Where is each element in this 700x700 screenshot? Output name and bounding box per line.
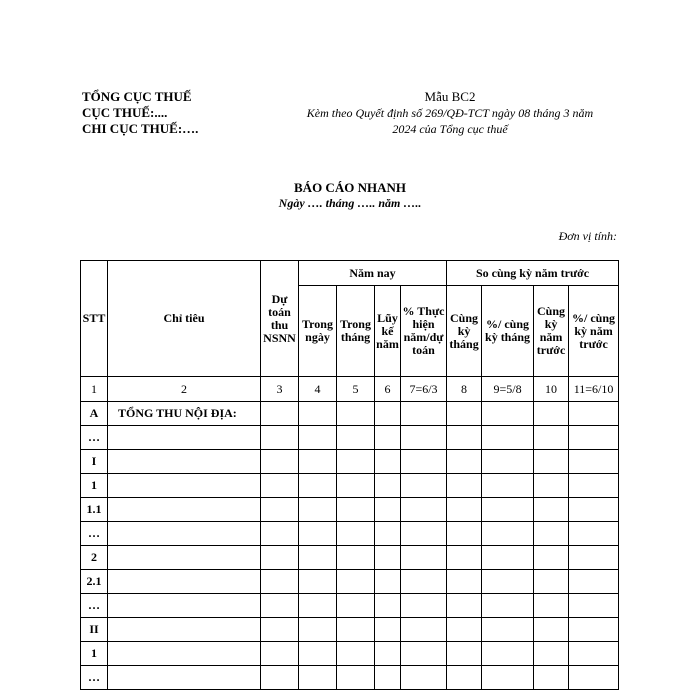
- table-cell: [337, 402, 375, 426]
- column-number: 2: [108, 377, 261, 402]
- column-number: 1: [81, 377, 108, 402]
- table-cell: [337, 522, 375, 546]
- form-code: Mẫu BC2: [424, 89, 476, 104]
- table-cell: [337, 594, 375, 618]
- table-cell: [299, 642, 337, 666]
- table-cell: [337, 498, 375, 522]
- table-cell: [534, 450, 569, 474]
- table-cell: [375, 666, 401, 690]
- row-indicator: [108, 426, 261, 450]
- issuer-block: [82, 89, 198, 137]
- table-cell: [375, 594, 401, 618]
- decision-note-line2: 2024 của Tổng cục thuế: [392, 122, 508, 136]
- column-number: 6: [375, 377, 401, 402]
- table-cell: [569, 402, 619, 426]
- table-cell: [261, 546, 299, 570]
- table-cell: [299, 570, 337, 594]
- row-stt: A: [81, 402, 108, 426]
- table-cell: [534, 618, 569, 642]
- table-row: [81, 666, 619, 690]
- table-cell: [337, 426, 375, 450]
- table-cell: [534, 594, 569, 618]
- column-number: 4: [299, 377, 337, 402]
- table-row: [81, 450, 619, 474]
- header-group-compare: So cùng kỳ năm trước: [447, 261, 619, 286]
- table-cell: [447, 450, 482, 474]
- table-cell: [337, 570, 375, 594]
- row-stt: 1: [81, 474, 108, 498]
- table-cell: [401, 642, 447, 666]
- table-cell: [261, 402, 299, 426]
- header-same-month-ly: Cùng kỳ tháng: [447, 286, 482, 377]
- report-date-line: Ngày …. tháng ….. năm …..: [278, 196, 422, 210]
- row-stt: …: [81, 666, 108, 690]
- table-cell: [569, 498, 619, 522]
- table-cell: [447, 570, 482, 594]
- column-number: 11=6/10: [569, 377, 619, 402]
- table-row: [81, 522, 619, 546]
- table-cell: [337, 474, 375, 498]
- table-cell: [534, 522, 569, 546]
- row-stt: …: [81, 522, 108, 546]
- table-cell: [299, 618, 337, 642]
- row-indicator: [108, 594, 261, 618]
- table-cell: [482, 474, 534, 498]
- table-cell: [447, 618, 482, 642]
- table-cell: [482, 618, 534, 642]
- table-cell: [401, 666, 447, 690]
- report-table: [80, 260, 619, 690]
- row-indicator: TỔNG THU NỘI ĐỊA:: [108, 402, 261, 426]
- table-cell: [569, 642, 619, 666]
- table-cell: [482, 570, 534, 594]
- table-cell: [337, 546, 375, 570]
- table-cell: [482, 402, 534, 426]
- table-cell: [401, 498, 447, 522]
- table-cell: [482, 498, 534, 522]
- table-cell: [375, 498, 401, 522]
- table-row: [81, 402, 619, 426]
- table-cell: [569, 546, 619, 570]
- row-indicator: [108, 474, 261, 498]
- header-in-day: Trong ngày: [299, 286, 337, 377]
- table-cell: [337, 666, 375, 690]
- table-cell: [299, 666, 337, 690]
- header-estimate: Dự toán thu NSNN: [261, 261, 299, 377]
- table-cell: [299, 450, 337, 474]
- table-cell: [261, 522, 299, 546]
- column-number: 3: [261, 377, 299, 402]
- row-stt: 2: [81, 546, 108, 570]
- table-cell: [401, 546, 447, 570]
- table-cell: [299, 474, 337, 498]
- table-cell: [447, 522, 482, 546]
- table-cell: [375, 570, 401, 594]
- header-pct-same-period: %/ cùng kỳ năm trước: [569, 286, 619, 377]
- table-row: [81, 426, 619, 450]
- row-stt: I: [81, 450, 108, 474]
- table-cell: [299, 402, 337, 426]
- table-cell: [375, 642, 401, 666]
- header-pct-vs-estimate: % Thực hiện năm/dự toán: [401, 286, 447, 377]
- table-cell: [447, 498, 482, 522]
- table-cell: [261, 498, 299, 522]
- header-stt: STT: [81, 261, 108, 377]
- row-indicator: [108, 546, 261, 570]
- header-ytd: Lũy kế năm: [375, 286, 401, 377]
- table-cell: [299, 594, 337, 618]
- table-cell: [261, 450, 299, 474]
- issuer-line-general-dept: TỔNG CỤC THUẾ: [82, 89, 192, 104]
- table-cell: [401, 570, 447, 594]
- table-cell: [337, 642, 375, 666]
- row-stt: 1.1: [81, 498, 108, 522]
- row-stt: …: [81, 594, 108, 618]
- table-cell: [401, 594, 447, 618]
- table-cell: [482, 522, 534, 546]
- table-cell: [261, 642, 299, 666]
- row-stt: …: [81, 426, 108, 450]
- table-cell: [482, 642, 534, 666]
- header-group-this-year: Năm nay: [299, 261, 447, 286]
- table-cell: [569, 618, 619, 642]
- table-cell: [534, 642, 569, 666]
- table-row: [81, 594, 619, 618]
- table-cell: [447, 642, 482, 666]
- row-indicator: [108, 570, 261, 594]
- table-row: [81, 474, 619, 498]
- row-stt: 2.1: [81, 570, 108, 594]
- table-cell: [401, 474, 447, 498]
- table-cell: [569, 426, 619, 450]
- table-cell: [534, 426, 569, 450]
- table-cell: [401, 426, 447, 450]
- issuer-line-branch: CHI CỤC THUẾ:….: [82, 121, 199, 136]
- table-row: [81, 642, 619, 666]
- row-stt: II: [81, 618, 108, 642]
- unit-label: Đơn vị tính:: [558, 229, 617, 243]
- table-cell: [299, 522, 337, 546]
- column-number-row: [81, 377, 619, 402]
- column-number: 7=6/3: [401, 377, 447, 402]
- table-cell: [299, 498, 337, 522]
- table-cell: [569, 594, 619, 618]
- table-cell: [261, 570, 299, 594]
- table-cell: [337, 450, 375, 474]
- table-cell: [447, 426, 482, 450]
- table-cell: [569, 666, 619, 690]
- table-cell: [569, 522, 619, 546]
- issuer-line-dept: CỤC THUẾ:....: [82, 105, 168, 120]
- table-cell: [401, 618, 447, 642]
- table-row: [81, 618, 619, 642]
- table-cell: [375, 450, 401, 474]
- table-row: [81, 498, 619, 522]
- row-indicator: [108, 522, 261, 546]
- column-number: 9=5/8: [482, 377, 534, 402]
- table-cell: [534, 546, 569, 570]
- table-cell: [482, 594, 534, 618]
- row-indicator: [108, 450, 261, 474]
- table-cell: [534, 474, 569, 498]
- table-cell: [569, 570, 619, 594]
- table-cell: [261, 594, 299, 618]
- table-cell: [447, 402, 482, 426]
- table-cell: [261, 426, 299, 450]
- row-indicator: [108, 642, 261, 666]
- table-cell: [337, 618, 375, 642]
- table-cell: [261, 618, 299, 642]
- table-cell: [401, 402, 447, 426]
- table-cell: [299, 546, 337, 570]
- header-same-period-ly: Cùng kỳ năm trước: [534, 286, 569, 377]
- header-in-month: Trong tháng: [337, 286, 375, 377]
- header-pct-same-month: %/ cùng kỳ tháng: [482, 286, 534, 377]
- table-cell: [482, 666, 534, 690]
- table-cell: [299, 426, 337, 450]
- table-cell: [375, 426, 401, 450]
- table-cell: [401, 522, 447, 546]
- report-title: BÁO CÁO NHANH: [294, 180, 406, 195]
- column-number: 10: [534, 377, 569, 402]
- table-cell: [534, 498, 569, 522]
- table-cell: [375, 546, 401, 570]
- table-cell: [261, 474, 299, 498]
- row-indicator: [108, 498, 261, 522]
- table-cell: [447, 666, 482, 690]
- decision-note-line1: Kèm theo Quyết định số 269/QĐ-TCT ngày 08 tháng 3 năm: [306, 106, 594, 120]
- table-cell: [569, 450, 619, 474]
- table-cell: [447, 594, 482, 618]
- form-reference-block: [270, 89, 630, 137]
- row-indicator: [108, 666, 261, 690]
- table-cell: [375, 522, 401, 546]
- table-row: [81, 570, 619, 594]
- table-row: [81, 546, 619, 570]
- table-cell: [375, 618, 401, 642]
- table-cell: [482, 450, 534, 474]
- column-number: 8: [447, 377, 482, 402]
- table-cell: [534, 402, 569, 426]
- table-cell: [447, 474, 482, 498]
- row-stt: 1: [81, 642, 108, 666]
- header-indicator: Chỉ tiêu: [108, 261, 261, 377]
- table-cell: [534, 666, 569, 690]
- table-cell: [534, 570, 569, 594]
- row-indicator: [108, 618, 261, 642]
- column-number: 5: [337, 377, 375, 402]
- table-cell: [569, 474, 619, 498]
- table-cell: [375, 402, 401, 426]
- table-cell: [375, 474, 401, 498]
- table-cell: [482, 546, 534, 570]
- table-cell: [482, 426, 534, 450]
- table-cell: [447, 546, 482, 570]
- table-cell: [401, 450, 447, 474]
- table-cell: [261, 666, 299, 690]
